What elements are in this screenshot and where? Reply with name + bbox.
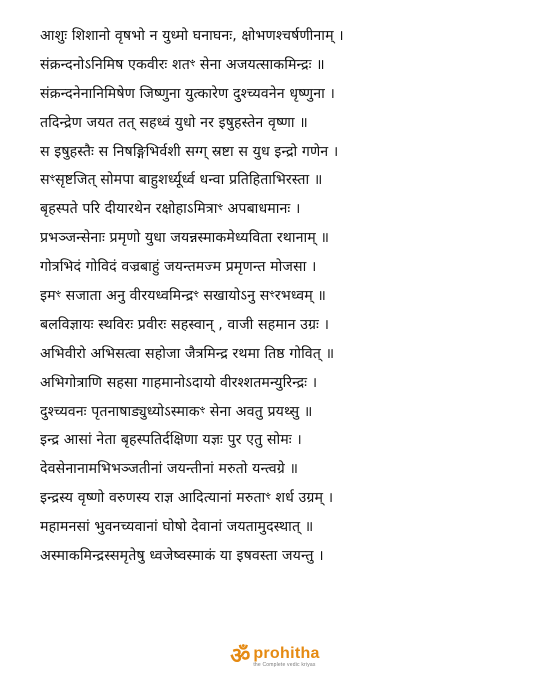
logo-wordmark: prohitha (253, 645, 320, 662)
prohitha-logo (230, 646, 319, 668)
verse-line-1: आशुः शिशानो वृषभो न युध्मो घनाघनः, क्षोभणश्चर्षणीनाम् । (40, 28, 344, 44)
verse-line-18: महामनसां भुवनच्यवानां घोषो देवानां जयतामुदस्थात् ॥ (40, 519, 314, 536)
verse-line-11: बलविज्ञायः स्थविरः प्रवीरः सहस्वान् , वाजी सहमान उग्रः । (40, 316, 330, 333)
verse-line-6: सꣳसृष्टजित् सोमपा बाहुशर्ध्यूर्ध्व धन्वा प्रतिहिताभिरस्ता ॥ (40, 172, 323, 189)
verse-line-12: अभिवीरो अभिसत्वा सहोजा जैत्रमिन्द्र रथमा तिष्ठ गोवित् ॥ (40, 345, 335, 362)
verse-block (40, 22, 510, 571)
verse-line-9: गोत्रभिदं गोविदं वज्रबाहुं जयन्तमज्म प्रमृणन्त मोजसा । (40, 259, 317, 276)
verse-line-8: प्रभञ्जन्सेनाः प्रमृणो युधा जयन्नस्माकमेध्यविता रथानाम् ॥ (40, 230, 330, 247)
verse-line-19: अस्माकमिन्द्रस्समृतेषु ध्वजेष्वस्माकं या इषवस्ता जयन्तु । (40, 548, 324, 565)
verse-line-13: अभिगोत्राणि सहसा गाहमानोऽदायो वीरश्शतमन्युरिन्द्रः । (40, 374, 318, 391)
verse-line-17: इन्द्रस्य वृष्णो वरुणस्य राज्ञ आदित्यानां मरुताꣳ शर्ध उग्रम् । (40, 490, 334, 507)
om-icon: ॐ (230, 644, 251, 669)
verse-line-10: इमꣳ सजाता अनु वीरयध्वमिन्द्रꣳ सखायोऽनु सꣳरभध्वम् ॥ (40, 288, 327, 305)
verse-line-14: दुश्च्यवनः पृतनाषाड्युध्योऽस्माकꣳ सेना अवतु प्रयथ्सु ॥ (40, 403, 313, 420)
verse-line-7: बृहस्पते परि दीयारथेन रक्षोहाऽमित्राꣳ अपबाधमानः । (40, 201, 301, 218)
verse-line-5: स इषुहस्तैः स निषङ्गिभिर्वशी सग्ग् स्रष्टा स युध इन्द्रो गणेन । (40, 143, 339, 160)
footer-logo (0, 639, 550, 675)
verse-line-4: तदिन्द्रेण जयत तत् सहध्वं युधो नर इषुहस्तेन वृष्णा ॥ (40, 114, 308, 131)
verse-line-16: देवसेनानामभिभञ्जतीनां जयन्तीनां मरुतो यन्त्वग्रे ॥ (40, 461, 299, 478)
verse-line-2: संक्रन्दनोऽनिमिष एकवीरः शतꣳ सेना अजयत्साकमिन्द्रः ॥ (40, 56, 325, 73)
verse-line-3: संक्रन्दनेनानिमिषेण जिष्णुना युत्कारेण दुश्च्यवनेन धृष्णुना । (40, 85, 335, 102)
logo-tagline: the Complete vedic kriyas (253, 662, 316, 668)
logo-text (253, 646, 319, 668)
verse-line-15: इन्द्र आसां नेता बृहस्पतिर्दक्षिणा यज्ञः पुर एतु सोमः । (40, 432, 302, 449)
